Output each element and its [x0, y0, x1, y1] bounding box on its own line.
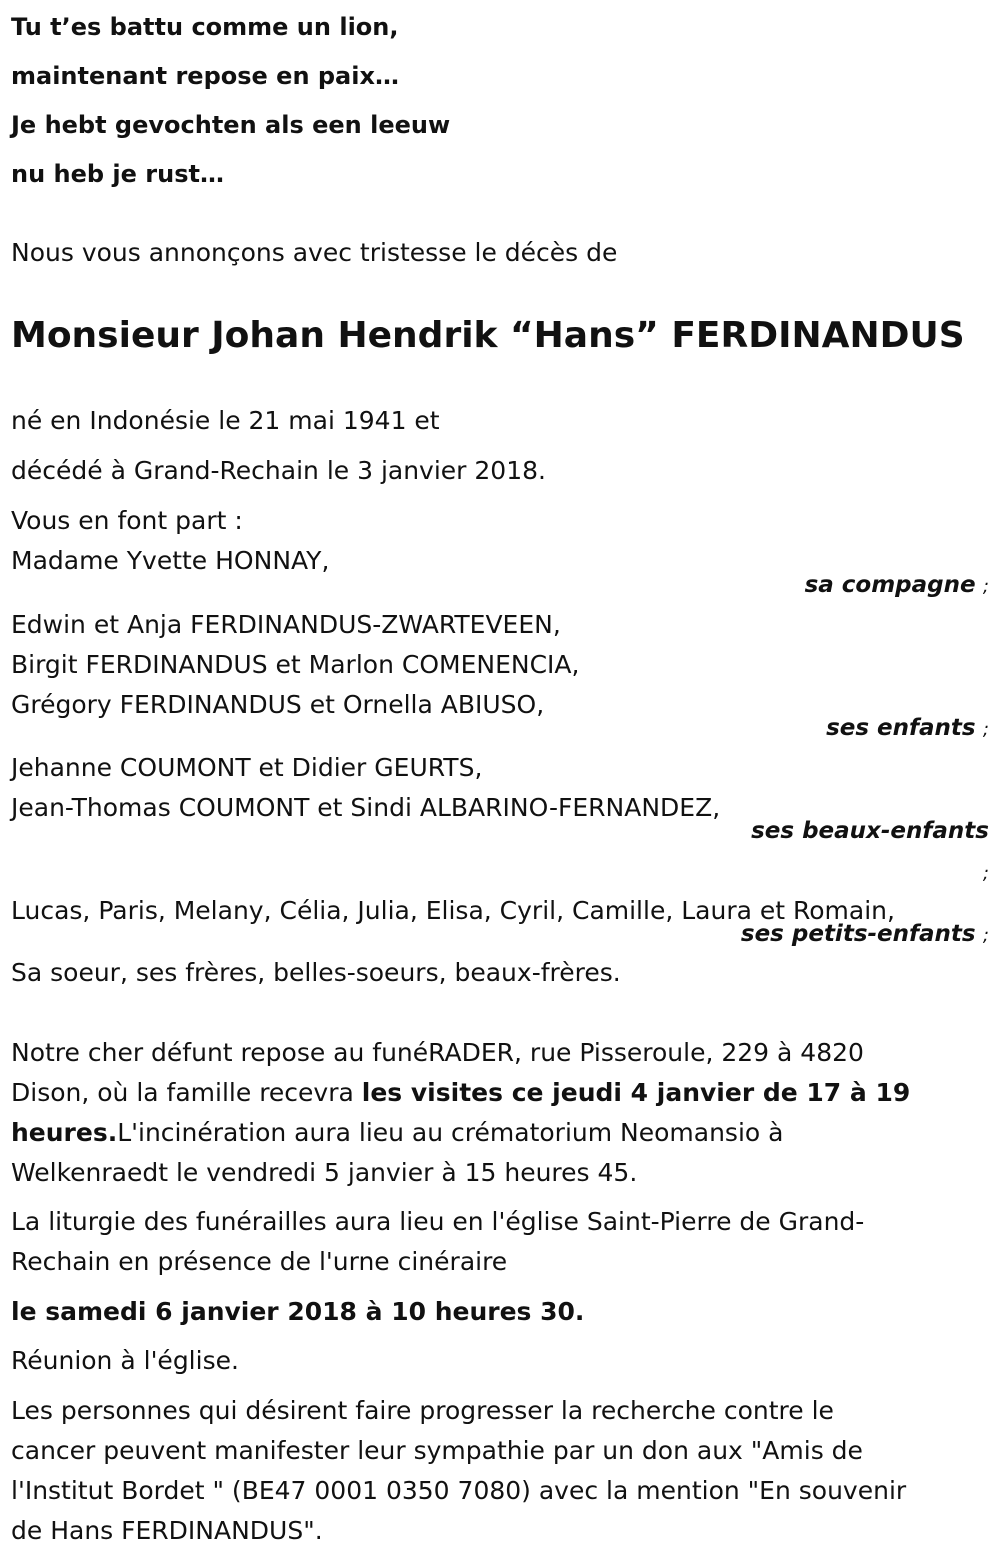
companion-role — [805, 571, 989, 601]
poem-line: nu heb je rust… — [11, 160, 224, 188]
funeral-line — [11, 1078, 910, 1108]
announce-line: Vous en font part : — [11, 506, 243, 535]
role-label: ses enfants — [826, 715, 976, 741]
death-line: décédé à Grand-Rechain le 3 janvier 2018. — [11, 456, 546, 485]
companion-name: Madame Yvette HONNAY, — [11, 546, 330, 575]
donation-line: de Hans FERDINANDUS". — [11, 1516, 323, 1545]
liturgy-line: La liturgie des funérailles aura lieu en l'église Saint-Pierre de Grand- — [11, 1207, 865, 1236]
child-line: Birgit FERDINANDUS et Marlon COMENENCIA, — [11, 650, 580, 679]
role-separator: ; — [982, 576, 989, 597]
stepchild-line: Jean-Thomas COUMONT et Sindi ALBARINO-FERNANDEZ, — [11, 793, 721, 822]
funeral-line: Notre cher défunt repose au funéRADER, rue Pisseroule, 229 à 4820 — [11, 1038, 864, 1067]
grandchildren-line: Lucas, Paris, Melany, Célia, Julia, Elisa, Cyril, Camille, Laura et Romain, — [11, 896, 895, 925]
child-line: Edwin et Anja FERDINANDUS-ZWARTEVEEN, — [11, 610, 561, 639]
grandchildren-role — [741, 920, 989, 950]
intro-text: Nous vous annonçons avec tristesse le décès de — [11, 238, 618, 267]
stepchild-line: Jehanne COUMONT et Didier GEURTS, — [11, 753, 483, 782]
stepchildren-role — [751, 817, 989, 845]
poem-line: Je hebt gevochten als een leeuw — [11, 111, 451, 139]
role-separator: ; — [982, 925, 989, 946]
birth-line: né en Indonésie le 21 mai 1941 et — [11, 406, 440, 435]
poem-line: Tu t’es battu comme un lion, — [11, 13, 399, 41]
funeral-text: Dison, où la famille recevra — [11, 1078, 362, 1107]
donation-line: cancer peuvent manifester leur sympathie par un don aux "Amis de — [11, 1436, 863, 1465]
role-separator: ; — [982, 719, 989, 740]
ceremony-date: le samedi 6 janvier 2018 à 10 heures 30. — [11, 1297, 585, 1326]
funeral-line: Welkenraedt le vendredi 5 janvier à 15 heures 45. — [11, 1158, 638, 1187]
child-line: Grégory FERDINANDUS et Ornella ABIUSO, — [11, 690, 545, 719]
deceased-name: Monsieur Johan Hendrik “Hans” FERDINANDUS — [11, 315, 965, 356]
children-role — [826, 714, 989, 744]
role-label: sa compagne — [804, 572, 976, 598]
donation-line: l'Institut Bordet " (BE47 0001 0350 7080) avec la mention "En souvenir — [11, 1476, 907, 1505]
role-label: ses petits-enfants — [740, 921, 976, 947]
funeral-line — [11, 1118, 783, 1148]
role-label: ses beaux-enfants — [751, 818, 989, 844]
poem-line: maintenant repose en paix… — [11, 62, 399, 90]
role-separator: ; — [982, 863, 989, 884]
liturgy-line: Rechain en présence de l'urne cinéraire — [11, 1247, 508, 1276]
visit-time: heures. — [11, 1118, 118, 1147]
funeral-text: L'incinération aura lieu au crématorium Neomansio à — [117, 1118, 784, 1147]
visit-time: les visites ce jeudi 4 janvier de 17 à 19 — [361, 1078, 911, 1107]
meeting-line: Réunion à l'église. — [11, 1346, 239, 1375]
donation-line: Les personnes qui désirent faire progresser la recherche contre le — [11, 1396, 834, 1425]
siblings-line: Sa soeur, ses frères, belles-soeurs, beaux-frères. — [11, 958, 621, 987]
